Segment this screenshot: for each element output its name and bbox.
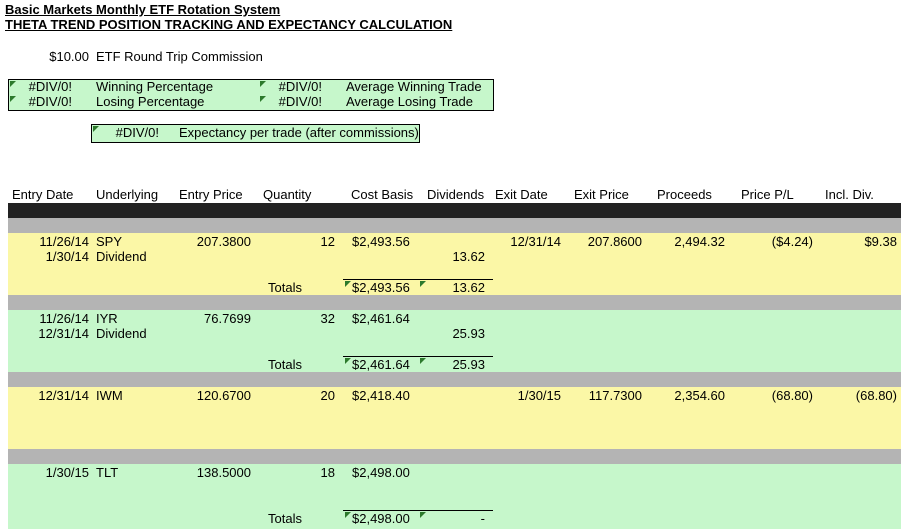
col-header-price-pl: Price P/L — [741, 187, 794, 202]
row-separator — [8, 372, 901, 387]
exit-date-cell[interactable]: 12/31/14 — [510, 234, 561, 249]
totals-label: Totals — [268, 280, 302, 295]
win-pct-value[interactable]: #DIV/0! — [28, 79, 72, 94]
quantity-cell[interactable]: 18 — [320, 465, 335, 480]
header-separator-bar — [8, 203, 901, 218]
row-separator — [8, 449, 901, 464]
cell-comment-marker — [345, 512, 351, 518]
sheet-title: Basic Markets Monthly ETF Rotation System — [5, 2, 281, 17]
total-dividends-cell[interactable]: 13.62 — [452, 280, 485, 295]
cost-basis-cell[interactable]: $2,493.56 — [352, 234, 410, 249]
underlying-cell[interactable]: SPY — [96, 234, 123, 249]
win-pct-label: Winning Percentage — [96, 79, 214, 94]
col-header-dividends: Dividends — [427, 187, 485, 202]
entry-date-cell[interactable]: 11/26/14 — [39, 311, 89, 326]
entry-date-cell[interactable]: 1/30/15 — [45, 465, 89, 480]
dividend-amount-cell[interactable]: 25.93 — [452, 326, 485, 341]
cost-basis-cell[interactable]: $2,498.00 — [352, 465, 410, 480]
col-header-entry-date: Entry Date — [12, 187, 74, 202]
lose-pct-label: Losing Percentage — [96, 94, 205, 109]
col-header-exit-date: Exit Date — [495, 187, 548, 202]
underlying-cell[interactable]: TLT — [96, 465, 119, 480]
cost-basis-cell[interactable]: $2,461.64 — [352, 311, 410, 326]
totals-label: Totals — [268, 357, 302, 372]
price-pl-cell[interactable]: ($4.24) — [771, 234, 813, 249]
avg-win-label: Average Winning Trade — [346, 79, 482, 94]
price-pl-cell[interactable]: (68.80) — [771, 388, 813, 403]
dividend-label-cell[interactable]: Dividend — [96, 249, 147, 264]
row-separator — [8, 295, 901, 310]
col-header-exit-price: Exit Price — [574, 187, 629, 202]
dividend-date-cell[interactable]: 12/31/14 — [38, 326, 89, 341]
commission-value[interactable]: $10.00 — [49, 49, 89, 64]
cell-comment-marker — [93, 126, 99, 132]
avg-win-value[interactable]: #DIV/0! — [278, 79, 322, 94]
total-dividends-cell[interactable]: 25.93 — [452, 357, 485, 372]
col-header-proceeds: Proceeds — [657, 187, 712, 202]
total-cost-cell[interactable]: $2,498.00 — [352, 511, 410, 526]
sheet-subtitle: THETA TREND POSITION TRACKING AND EXPECTANCY CALCULATION — [5, 17, 453, 32]
dividend-label-cell[interactable]: Dividend — [96, 326, 147, 341]
col-header-cost-basis: Cost Basis — [351, 187, 414, 202]
entry-date-cell[interactable]: 12/31/14 — [38, 388, 89, 403]
incl-div-cell[interactable]: $9.38 — [864, 234, 897, 249]
incl-div-cell[interactable]: (68.80) — [855, 388, 897, 403]
col-header-underlying: Underlying — [96, 187, 159, 202]
cost-basis-cell[interactable]: $2,418.40 — [352, 388, 410, 403]
quantity-cell[interactable]: 12 — [320, 234, 335, 249]
exit-price-cell[interactable]: 117.7300 — [588, 388, 642, 403]
commission-label: ETF Round Trip Commission — [96, 49, 263, 64]
underlying-cell[interactable]: IWM — [96, 388, 123, 403]
col-header-quantity: Quantity — [263, 187, 312, 202]
cell-comment-marker — [345, 358, 351, 364]
entry-price-cell[interactable]: 207.3800 — [196, 234, 251, 249]
col-header-incl-div: Incl. Div. — [825, 187, 874, 202]
entry-date-cell[interactable]: 11/26/14 — [39, 234, 89, 249]
proceeds-cell[interactable]: 2,494.32 — [674, 234, 725, 249]
quantity-cell[interactable]: 32 — [320, 311, 335, 326]
total-cost-cell[interactable]: $2,461.64 — [352, 357, 410, 372]
expectancy-label: Expectancy per trade (after commissions) — [179, 125, 419, 140]
exit-price-cell[interactable]: 207.8600 — [587, 234, 642, 249]
totals-label: Totals — [268, 511, 302, 526]
cell-comment-marker — [345, 281, 351, 287]
entry-price-cell[interactable]: 120.6700 — [196, 388, 251, 403]
entry-price-cell[interactable]: 138.5000 — [196, 465, 251, 480]
quantity-cell[interactable]: 20 — [320, 388, 335, 403]
dividend-date-cell[interactable]: 1/30/14 — [45, 249, 89, 264]
underlying-cell[interactable]: IYR — [96, 311, 118, 326]
lose-pct-value[interactable]: #DIV/0! — [28, 94, 72, 109]
total-dividends-cell[interactable]: - — [480, 511, 485, 526]
dividend-amount-cell[interactable]: 13.62 — [452, 249, 485, 264]
avg-lose-label: Average Losing Trade — [346, 94, 473, 109]
exit-date-cell[interactable]: 1/30/15 — [517, 388, 561, 403]
proceeds-cell[interactable]: 2,354.60 — [674, 388, 725, 403]
total-cost-cell[interactable]: $2,493.56 — [352, 280, 410, 295]
entry-price-cell[interactable]: 76.7699 — [204, 311, 251, 326]
expectancy-value[interactable]: #DIV/0! — [115, 125, 159, 140]
col-header-entry-price: Entry Price — [179, 187, 243, 202]
avg-lose-value[interactable]: #DIV/0! — [278, 94, 322, 109]
row-separator — [8, 218, 901, 233]
